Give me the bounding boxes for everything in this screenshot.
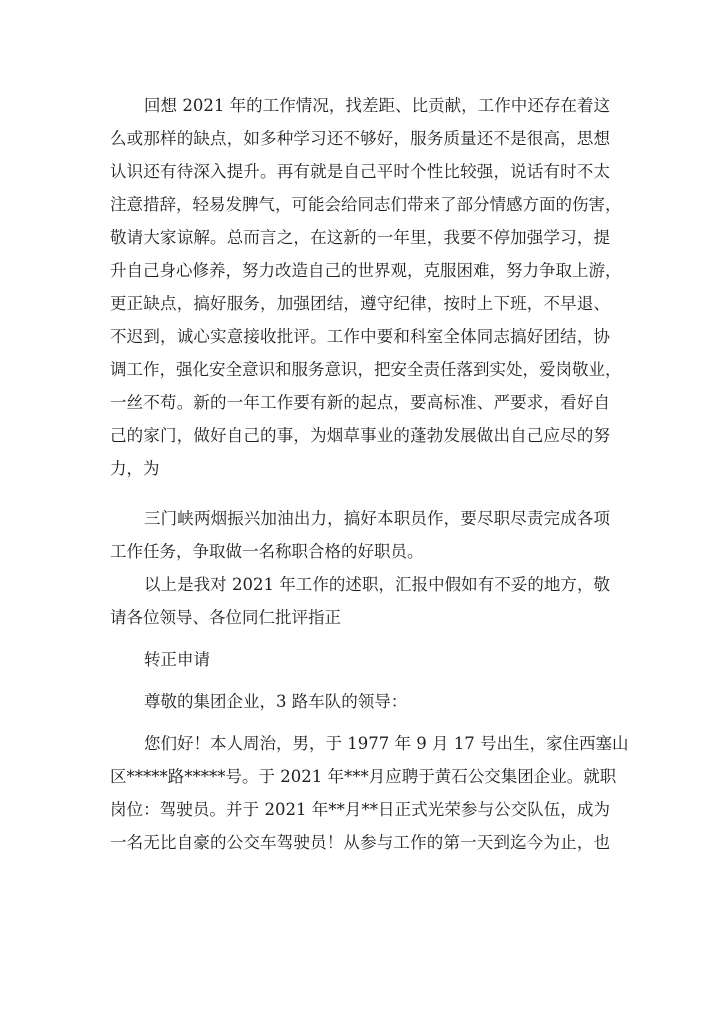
paragraph-line: 己的家门，做好自己的事，为烟草事业的蓬勃发展做出自己应尽的努 (110, 426, 610, 445)
paragraph-line: 更正缺点，搞好服务，加强团结，遵守纪律，按时上下班，不早退、 (110, 294, 610, 313)
section-heading: 转正申请 (144, 650, 210, 669)
paragraph-line: 以上是我对 2021 年工作的述职，汇报中假如有不妥的地方，敬 (144, 575, 610, 594)
paragraph-line: 调工作，强化安全意识和服务意识，把安全责任落到实处，爱岗敬业， (110, 360, 622, 379)
paragraph-line: 么或那样的缺点，如多种学习还不够好，服务质量还不是很高，思想 (110, 129, 610, 148)
paragraph-line: 工作任务，争取做一名称职合格的好职员。 (110, 542, 424, 561)
paragraph-line: 区*****路*****号。于 2021 年***月应聘于黄石公交集团企业。就职 (110, 767, 617, 786)
paragraph-line: 认识还有待深入提升。再有就是自己平时个性比较强，说话有时不太 (110, 162, 610, 181)
paragraph-line: 三门峡两烟振兴加油出力，搞好本职员作，要尽职尽责完成各项 (144, 509, 610, 528)
paragraph-line: 敬请大家谅解。总而言之，在这新的一年里，我要不停加强学习，提 (110, 228, 610, 247)
paragraph-line: 回想 2021 年的工作情况，找差距、比贡献，工作中还存在着这 (144, 96, 610, 115)
paragraph-line: 不迟到，诚心实意接收批评。工作中要和科室全体同志搞好团结，协 (110, 327, 610, 346)
paragraph-line: 注意措辞，轻易发脾气，可能会给同志们带来了部分情感方面的伤害， (110, 195, 622, 214)
paragraph-line: 您们好！本人周治，男，于 1977 年 9 月 17 号出生，家住西塞山 (144, 734, 629, 753)
paragraph-line: 力，为 (110, 459, 160, 478)
paragraph-line: 一丝不苟。新的一年工作要有新的起点，要高标准、严要求，看好自 (110, 393, 610, 412)
paragraph-line: 岗位：驾驶员。并于 2021 年**月**日正式光荣参与公交队伍，成为 (110, 800, 610, 819)
paragraph-line: 请各位领导、各位同仁批评指正 (110, 608, 341, 627)
salutation-line: 尊敬的集团企业，3 路车队的领导： (144, 692, 408, 711)
paragraph-line: 升自己身心修养，努力改造自己的世界观，克服困难，努力争取上游， (110, 261, 622, 280)
paragraph-line: 一名无比自豪的公交车驾驶员！从参与工作的第一天到迄今为止，也 (110, 833, 610, 852)
